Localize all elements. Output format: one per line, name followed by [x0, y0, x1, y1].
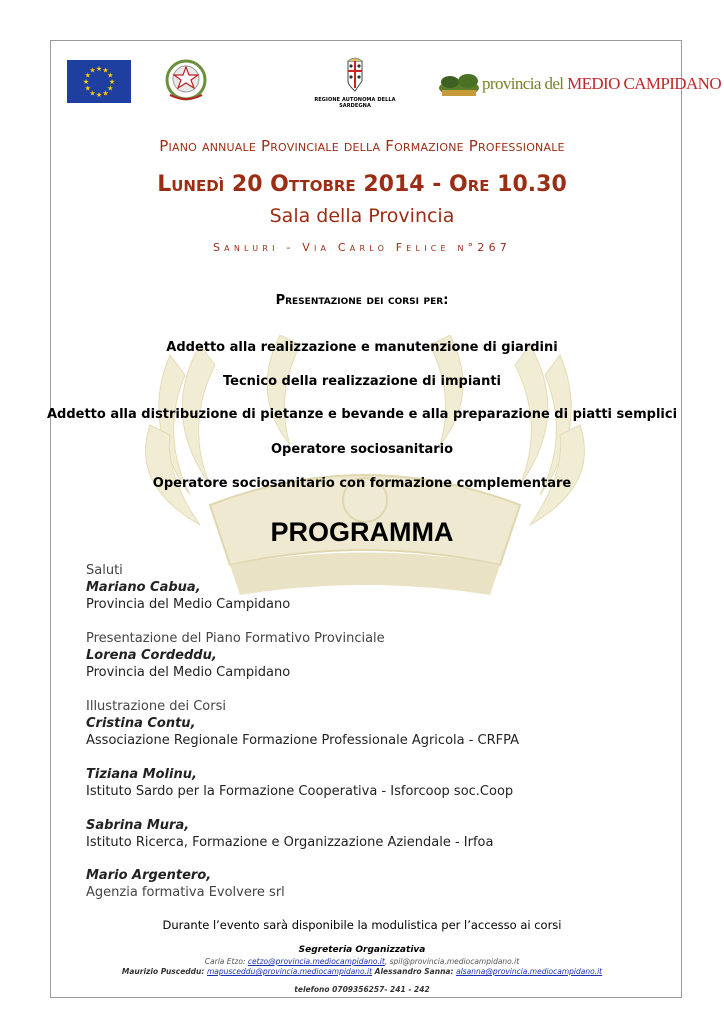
eu-flag-icon — [67, 60, 131, 103]
speaker-name: Cristina Contu, — [86, 716, 196, 731]
contact-line-2: Maurizio Pusceddu: mapusceddu@provincia.mediocampidano.it Alessandro Sanna: alsanna@provincia.mediocampidano.it — [121, 967, 603, 976]
event-date: Lunedì 20 Ottobre 2014 - Ore 10.30 — [157, 172, 567, 197]
eu-star-icon: ★ — [89, 66, 96, 75]
speaker-org: Istituto Sardo per la Formazione Cooperativa - Isforcoop soc.Coop — [86, 784, 514, 799]
course-item: Operatore sociosanitario con formazione complementare — [152, 476, 572, 491]
provincia-logo — [436, 70, 721, 102]
course-item: Tecnico della realizzazione di impianti — [223, 374, 501, 389]
eu-star-icon: ★ — [84, 84, 91, 93]
program-topic: Illustrazione dei Corsi — [86, 699, 226, 714]
contact-line-1: Carla Etzo: cetzo@provincia.mediocampidano.it, spil@provincia.mediocampidano.it — [204, 957, 520, 966]
eu-star-icon: ★ — [84, 71, 91, 80]
eu-star-icon: ★ — [102, 89, 109, 98]
program-topic: Saluti — [86, 563, 123, 578]
sardegna-caption: REGIONE AUTONOMA DELLA SARDEGNA — [314, 97, 396, 109]
plan-title: Piano annuale Provinciale della Formazione Professionale — [159, 137, 565, 155]
program-entry — [86, 817, 493, 851]
email-link-sanna[interactable]: alsanna@provincia.mediocampidano.it — [456, 967, 603, 976]
eu-star-icon: ★ — [95, 65, 103, 73]
email-link-pusceddu[interactable]: mapusceddu@provincia.mediocampidano.it — [206, 967, 373, 976]
venue-address: Sanluri - Via Carlo Felice n°267 — [213, 241, 511, 254]
speaker-name: Mariano Cabua, — [86, 580, 201, 595]
course-item: Addetto alla realizzazione e manutenzione di giardini — [166, 340, 558, 355]
course-item: Operatore sociosanitario — [270, 442, 454, 457]
programma-heading: PROGRAMMA — [270, 517, 454, 547]
speaker-org: Istituto Ricerca, Formazione e Organizzazione Aziendale - Irfoa — [86, 835, 494, 850]
eu-star-icon: ★ — [107, 84, 114, 93]
eu-star-icon: ★ — [107, 71, 114, 80]
eu-star-icon: ★ — [82, 78, 90, 86]
provincia-emblem-icon — [436, 70, 482, 100]
italy-emblem-icon — [160, 55, 212, 105]
course-item: Addetto alla distribuzione di pietanze e bevande e alla preparazione di piatti semplici — [46, 407, 678, 422]
speaker-org: Provincia del Medio Campidano — [86, 665, 291, 680]
sardegna-coat-icon — [310, 55, 400, 110]
speaker-org: Agenzia formativa Evolvere srl — [86, 885, 285, 900]
eu-star-icon: ★ — [102, 66, 109, 75]
program-entry — [86, 698, 519, 749]
speaker-name: Tiziana Molinu, — [86, 767, 197, 782]
program-entry — [86, 562, 290, 613]
eu-star-icon: ★ — [108, 78, 116, 86]
speaker-name: Sabrina Mura, — [86, 818, 190, 833]
speaker-name: Mario Argentero, — [86, 868, 212, 883]
eu-star-icon: ★ — [89, 89, 96, 98]
speaker-org: Provincia del Medio Campidano — [86, 597, 291, 612]
phone-number: telefono 0709356257- 241 - 242 — [294, 985, 430, 994]
segreteria-heading: Segreteria Organizzativa — [298, 945, 426, 955]
venue-name: Sala della Provincia — [269, 205, 455, 227]
speaker-org: Associazione Regionale Formazione Professionale Agricola - CRFPA — [86, 733, 520, 748]
program-entry — [86, 867, 285, 901]
eu-star-icon: ★ — [95, 91, 103, 99]
provincia-logo-text: provincia del MEDIO CAMPIDANO — [482, 74, 721, 93]
email-link-etzo[interactable]: cetzo@provincia.mediocampidano.it — [247, 957, 385, 966]
presentation-heading: Presentazione dei corsi per: — [275, 293, 449, 308]
program-topic: Presentazione del Piano Formativo Provinciale — [86, 631, 385, 646]
forms-note: Durante l’evento sarà disponibile la modulistica per l’accesso ai corsi — [162, 918, 562, 932]
program-entry — [86, 630, 385, 681]
speaker-name: Lorena Cordeddu, — [86, 648, 217, 663]
program-entry — [86, 766, 513, 800]
